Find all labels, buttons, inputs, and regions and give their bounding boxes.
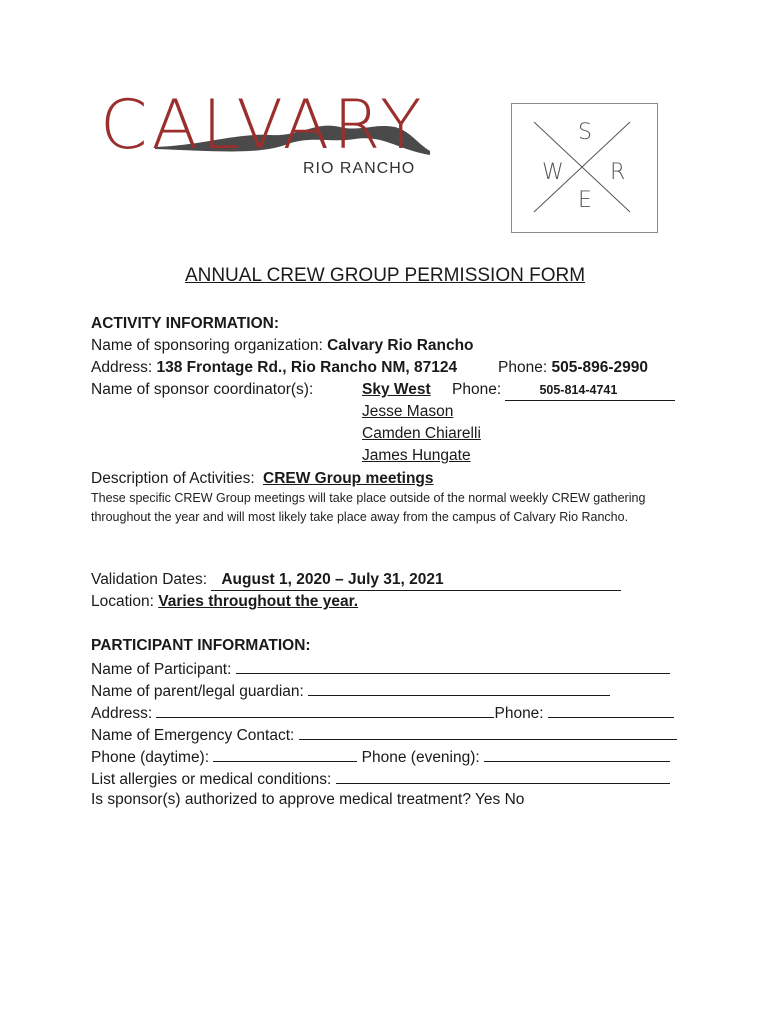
- logo-wordmark: CALVARY: [100, 86, 426, 165]
- participant-address-row: [91, 702, 674, 724]
- participant-name-row: [91, 658, 670, 680]
- org-row: [91, 336, 474, 356]
- form-title: ANNUAL CREW GROUP PERMISSION FORM: [184, 265, 586, 286]
- participant-phone-label: Phone:: [494, 705, 544, 722]
- address-label: Address:: [91, 359, 153, 376]
- org-value: Calvary Rio Rancho: [327, 337, 474, 354]
- wfr-letter-w: W: [542, 160, 564, 185]
- guardian-row: [91, 680, 610, 702]
- location-label: Location:: [91, 593, 154, 610]
- authorize-label: Is sponsor(s) authorized to approve medical treatment?: [91, 791, 471, 808]
- desc-text: These specific CREW Group meetings will take place outside of the normal weekly CREW gathering throughout the year and will most likely take place away from the campus of Calvary Rio Rancho.: [91, 491, 646, 524]
- org-label: Name of sponsoring organization:: [91, 337, 323, 354]
- allergies-field[interactable]: [336, 768, 670, 784]
- coordinator-2: Jesse Mason: [362, 403, 454, 420]
- wfr-letter-r: R: [610, 160, 626, 185]
- participant-heading: PARTICIPANT INFORMATION:: [91, 637, 311, 654]
- phone-evening-field[interactable]: [484, 746, 670, 762]
- guardian-label: Name of parent/legal guardian:: [91, 683, 304, 700]
- address-row: [91, 358, 457, 378]
- dates-value: August 1, 2020 – July 31, 2021: [211, 570, 621, 591]
- coordinator-1: Sky West: [362, 381, 431, 398]
- wfr-logo-box: [511, 103, 658, 233]
- coordinator-4: James Hungate: [362, 447, 471, 464]
- authorize-row: [91, 790, 524, 810]
- participant-address-field[interactable]: [156, 702, 494, 718]
- coord-phone-value: 505-814-4741: [505, 380, 675, 401]
- emergency-field[interactable]: [299, 724, 677, 740]
- dates-row: [91, 570, 621, 591]
- allergies-row: [91, 768, 670, 790]
- wfr-letter-e: E: [578, 188, 592, 213]
- org-phone-label: Phone:: [498, 359, 548, 376]
- participant-name-field[interactable]: [236, 658, 670, 674]
- emergency-row: [91, 724, 677, 746]
- desc-row: [91, 469, 434, 489]
- emergency-label: Name of Emergency Contact:: [91, 727, 295, 744]
- desc-value: CREW Group meetings: [263, 470, 434, 487]
- org-phone-row: [498, 358, 648, 378]
- org-phone-value: 505-896-2990: [551, 359, 648, 376]
- desc-label: Description of Activities:: [91, 470, 255, 487]
- phone-day-label: Phone (daytime):: [91, 749, 210, 766]
- participant-name-label: Name of Participant:: [91, 661, 232, 678]
- participant-phone-field[interactable]: [548, 702, 674, 718]
- guardian-field[interactable]: [308, 680, 610, 696]
- coordinator-3: Camden Chiarelli: [362, 425, 481, 442]
- location-row: [91, 592, 358, 612]
- phone-evening-label: Phone (evening):: [361, 749, 480, 766]
- activity-heading: ACTIVITY INFORMATION:: [91, 315, 279, 332]
- participant-address-label: Address:: [91, 705, 153, 722]
- wfr-letter-s: S: [578, 120, 592, 145]
- address-value: 138 Frontage Rd., Rio Rancho NM, 87124: [156, 359, 458, 376]
- phone-day-field[interactable]: [213, 746, 357, 762]
- phones-row: [91, 746, 670, 768]
- dates-label: Validation Dates:: [91, 571, 208, 588]
- coord-phone-label: Phone:: [452, 381, 502, 398]
- coord-phone-row: [452, 380, 675, 401]
- location-value: Varies throughout the year.: [158, 593, 359, 610]
- authorize-yes[interactable]: Yes: [474, 791, 501, 808]
- authorize-no[interactable]: No: [504, 791, 525, 808]
- allergies-label: List allergies or medical conditions:: [91, 771, 332, 788]
- logo-subtitle: RIO RANCHO: [303, 160, 416, 177]
- coord-label: Name of sponsor coordinator(s):: [91, 381, 314, 398]
